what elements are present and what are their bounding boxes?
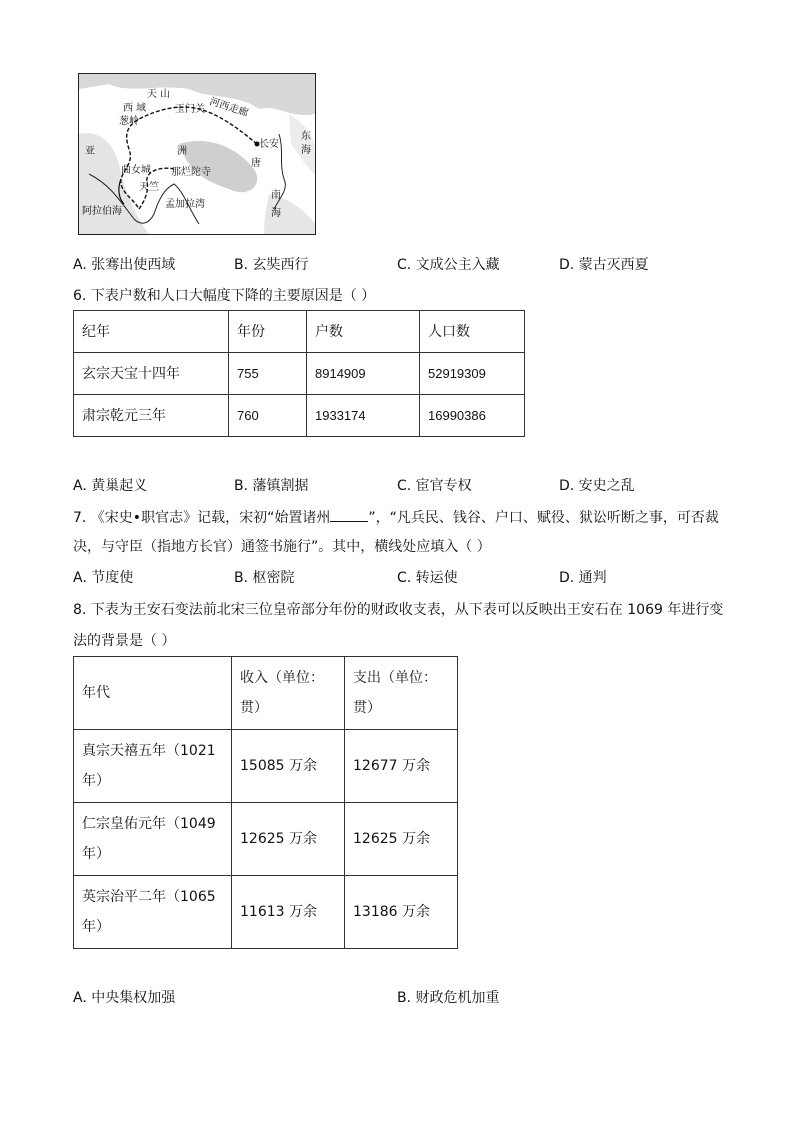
route-map (78, 73, 316, 235)
q6-option-b[interactable]: B. 藩镇割据 (234, 478, 309, 494)
map-label-tianshan: 天 山 (147, 89, 171, 100)
table-row (74, 876, 458, 949)
q7-option-b[interactable]: B. 枢密院 (234, 570, 295, 586)
map-label-hai-south: 海 (271, 208, 281, 219)
q6-option-d[interactable]: D. 安史之乱 (559, 478, 635, 494)
q7-option-a[interactable]: A. 节度使 (73, 570, 134, 586)
map-label-hexi: 河西走廊 (208, 96, 250, 120)
q6-header-cell: 年份 (229, 311, 307, 353)
map-label-alabo: 阿拉伯海 (82, 206, 122, 217)
q8-cell: 15085 万余 (232, 730, 345, 803)
q7-stem-line1 (73, 507, 719, 528)
q6-cell: 16990386 (420, 395, 525, 437)
map-label-zhou: 洲 (177, 146, 187, 157)
q6-header-cell: 人口数 (420, 311, 525, 353)
map-label-changan: 长安 (259, 139, 279, 150)
q5-option-d[interactable]: D. 蒙古灭西夏 (559, 257, 649, 273)
map-label-congling: 葱岭 (119, 116, 139, 127)
map-label-tang: 唐 (251, 158, 261, 169)
map-label-yumenguan: 玉门关 (175, 104, 205, 115)
q6-cell: 8914909 (307, 353, 420, 395)
q8-cell: 12677 万余 (345, 730, 458, 803)
q8-cell: 12625 万余 (345, 803, 458, 876)
table-row (74, 395, 525, 437)
q5-option-a[interactable]: A. 张骞出使西域 (73, 257, 176, 273)
q6-cell: 760 (229, 395, 307, 437)
q8-header-cell: 年代 (74, 657, 232, 730)
q8-cell: 11613 万余 (232, 876, 345, 949)
q8-cell: 13186 万余 (345, 876, 458, 949)
table-row (74, 730, 458, 803)
q6-header-cell: 户数 (307, 311, 420, 353)
map-label-nan: 南 (271, 190, 281, 201)
q6-cell: 玄宗天宝十四年 (74, 353, 229, 395)
q8-cell: 英宗治平二年（1065年） (74, 876, 232, 949)
q8-stem-line2: 法的背景是（ ） (73, 633, 176, 649)
q6-table-header-row (74, 311, 525, 353)
table-row (74, 353, 525, 395)
q8-table-header-row (74, 657, 458, 730)
q8-stem-line1: 8. 下表为王安石变法前北宋三位皇帝部分年份的财政收支表，从下表可以反映出王安石在 1069 年进行变 (73, 602, 724, 618)
q5-option-c[interactable]: C. 文成公主入藏 (397, 257, 500, 273)
map-label-qunvcheng: 曲女城 (121, 165, 151, 176)
map-label-dong: 东 (301, 131, 311, 142)
q7-stem-line2: 决，与守臣（指地方长官）通签书施行”。其中，横线处应填入（ ） (73, 539, 491, 555)
q7-option-c[interactable]: C. 转运使 (397, 570, 458, 586)
q5-option-b[interactable]: B. 玄奘西行 (234, 257, 309, 273)
map-label-tianzhu: 天竺 (139, 182, 159, 193)
q6-header-cell: 纪年 (74, 311, 229, 353)
map-svg (79, 74, 315, 234)
q6-table (73, 310, 525, 437)
map-label-ya: 亚 (85, 146, 95, 157)
map-label-mengjiala: 孟加拉湾 (165, 199, 205, 210)
q6-cell: 肃宗乾元三年 (74, 395, 229, 437)
terrain-east (289, 114, 315, 174)
q8-option-a[interactable]: A. 中央集权加强 (73, 990, 176, 1006)
map-label-xiyu: 西 域 (123, 103, 147, 114)
q7-stem-pre: 7. 《宋史•职官志》记载，宋初“始置诸州 (73, 510, 331, 526)
q6-cell: 52919309 (420, 353, 525, 395)
map-label-nalantuo: 那烂陀寺 (171, 167, 211, 178)
q6-option-c[interactable]: C. 宦官专权 (397, 478, 472, 494)
q8-option-b[interactable]: B. 财政危机加重 (397, 990, 500, 1006)
q8-cell: 真宗天禧五年（1021年） (74, 730, 232, 803)
table-row (74, 803, 458, 876)
q8-cell: 12625 万余 (232, 803, 345, 876)
q6-stem: 6. 下表户数和人口大幅度下降的主要原因是（ ） (73, 288, 376, 304)
q8-header-cell: 支出（单位：贯） (345, 657, 458, 730)
q8-table (73, 656, 458, 949)
q8-header-cell: 收入（单位：贯） (232, 657, 345, 730)
q8-cell: 仁宗皇佑元年（1049年） (74, 803, 232, 876)
q7-stem-post: ”，“凡兵民、钱谷、户口、赋役、狱讼听断之事，可否裁 (368, 510, 719, 526)
q6-cell: 755 (229, 353, 307, 395)
q6-cell: 1933174 (307, 395, 420, 437)
map-label-hai-east: 海 (301, 145, 311, 156)
q6-option-a[interactable]: A. 黄巢起义 (73, 478, 148, 494)
q7-blank (330, 507, 368, 522)
q7-option-d[interactable]: D. 通判 (559, 570, 607, 586)
